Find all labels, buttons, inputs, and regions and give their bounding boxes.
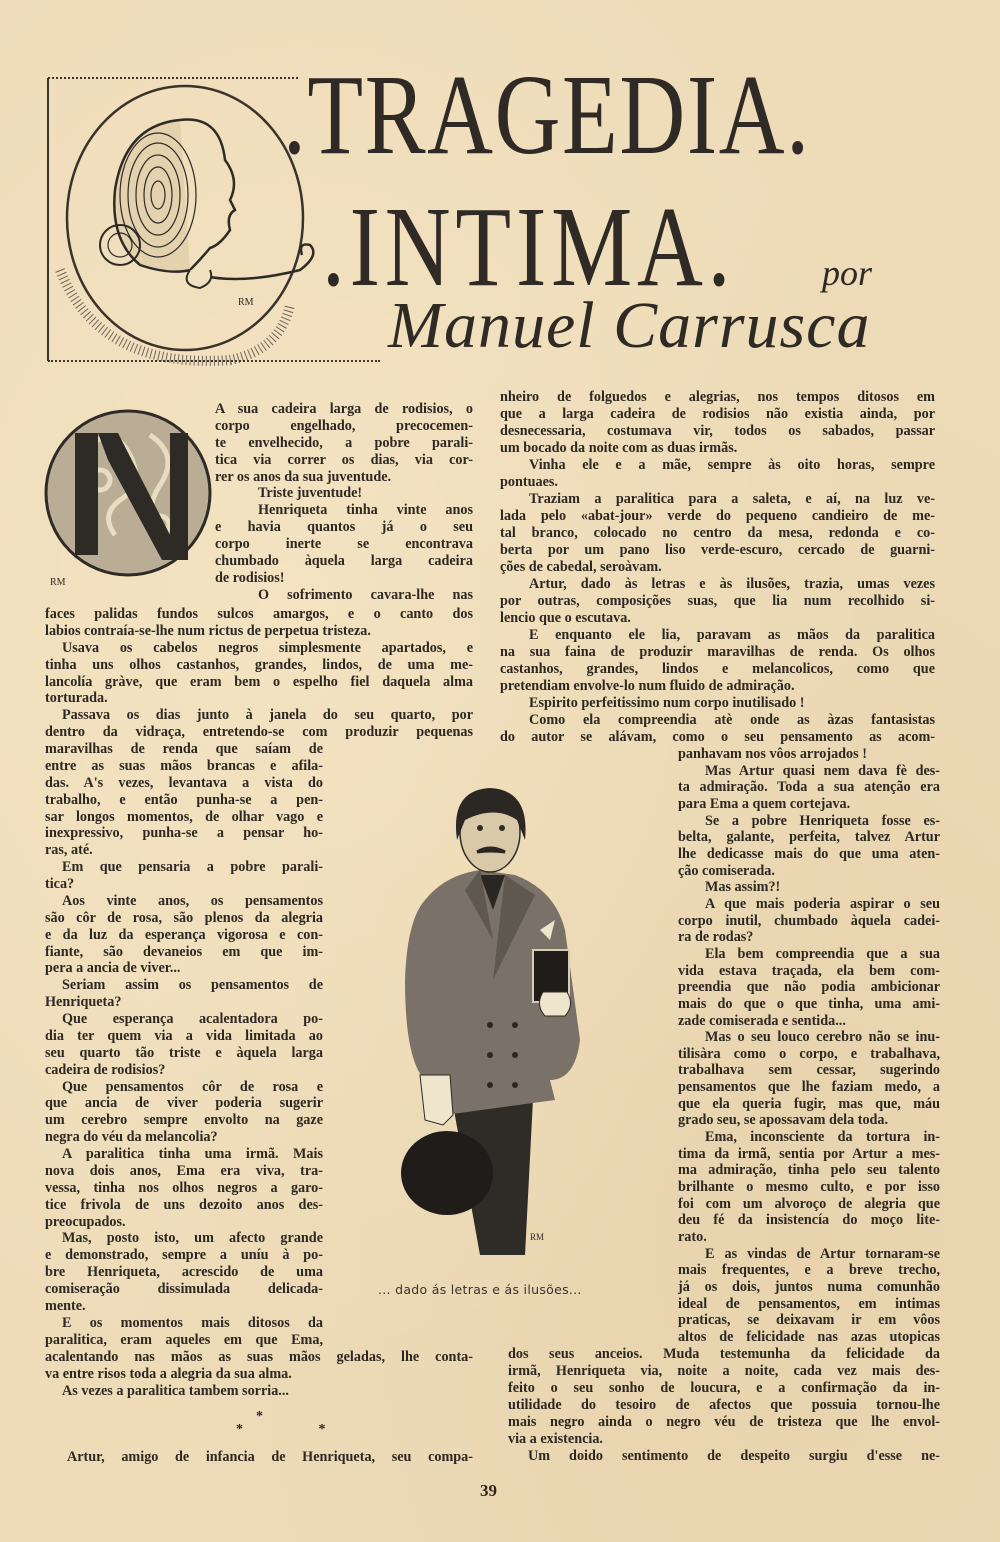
text-line: comiseração dissimulada delicada- — [45, 1281, 323, 1297]
text-line: Que esperança acalentadora po- — [62, 1011, 323, 1027]
paragraph — [508, 1346, 940, 1448]
text-line: foi com um alvoroço de alegria que — [678, 1195, 940, 1212]
text-line: lancolía gràve, que eram bem o espelho fiel daquela alma — [45, 673, 473, 690]
text-line: lencio que o escutava. — [500, 610, 631, 626]
text-line: e havia quantos já o seu — [215, 519, 473, 536]
text-line: Ema, inconsciente da tortura in- — [705, 1129, 940, 1146]
text-line: praticas, se deixavam ir em vôos — [678, 1312, 940, 1329]
text-line: acalentando nas mãos as suas mãos geladas, lhe conta- — [45, 1349, 473, 1365]
text-line: mente. — [45, 1297, 86, 1314]
text-line: desnecessaria, costumava vir, todos os sabados, passar — [500, 423, 935, 439]
text-line: e da luz da esperança vigorosa e con- — [45, 926, 323, 943]
paragraph — [215, 502, 473, 586]
text-line: pontuaes. — [500, 474, 558, 490]
text-line: Em que pensaria a pobre parali- — [62, 859, 323, 876]
paragraph — [45, 1079, 323, 1147]
text-line: um bocado da noite com as duas irmãs. — [500, 440, 738, 456]
text-line: do autor se alávam, como o seu pensamento as acom- — [500, 729, 935, 745]
text-line: cadeira de rodisios? — [45, 1061, 166, 1078]
text-line: Um doido sentimento de despeito surgiu d'esse ne- — [528, 1448, 940, 1464]
byline-por: por — [822, 253, 873, 293]
text-line: A sua cadeira larga de rodisios, o — [215, 401, 473, 417]
text-line: A paralitica tinha uma irmã. Mais — [62, 1146, 323, 1162]
paragraph — [45, 1230, 323, 1314]
text-line: altos de felicidade nas azas utopicas — [678, 1328, 940, 1345]
article-text-left-full — [45, 606, 473, 741]
text-line: fiante, são devaneios em que im- — [45, 943, 323, 960]
text-line: pensamentos que lhe faziam medo, a — [678, 1079, 940, 1096]
text-line: Mas, posto isto, um afecto grande — [62, 1230, 323, 1247]
text-line: Mas assim?! — [705, 879, 781, 896]
text-line: O sofrimento cavara-lhe nas — [258, 586, 473, 603]
text-line: ideal de pensamentos, em intimas — [678, 1295, 940, 1312]
text-line: Mas o seu louco cerebro não se inu- — [705, 1029, 940, 1046]
text-line: belta, galante, perfeita, talvez Artur — [678, 829, 940, 846]
title-tragedia: .TRAGEDIA. — [283, 51, 811, 178]
article-text-left-last — [45, 1449, 473, 1466]
text-line: te envelhecido, a pobre parali- — [215, 434, 473, 451]
text-line: paralitica, eram aqueles em que Ema, — [45, 1331, 323, 1348]
text-line: E as vindas de Artur tornaram-se — [705, 1245, 940, 1262]
text-line: Seriam assim os pensamentos de — [62, 977, 323, 994]
text-line: Mas Artur quasi nem dava fè des- — [705, 762, 940, 779]
paragraph — [678, 763, 940, 813]
text-line: dentro da vidraça, entretendo-se com produzir pequenas — [45, 724, 473, 741]
text-line: faces palidas fundos sulcos amargos, e o canto dos — [45, 606, 473, 622]
illustrator-monogram: RM — [238, 297, 254, 308]
text-line: corpo inerte se encontrava — [215, 536, 473, 553]
text-line: das. A's vezes, levantava a vista do — [45, 774, 323, 791]
text-line: tica? — [45, 876, 75, 892]
paragraph — [500, 627, 935, 695]
text-line: ras, até. — [45, 842, 93, 859]
paragraph — [678, 946, 940, 1029]
text-line: ção comiserada. — [678, 862, 775, 879]
text-line: lhe dedicasse mais do que uma aten- — [678, 845, 940, 862]
paragraph — [678, 1029, 940, 1129]
illustration-signature: RM — [530, 1232, 545, 1242]
text-line: Como ela compreendia atè onde as àzas fantasistas — [529, 712, 935, 728]
text-line: Triste juventude! — [258, 485, 363, 502]
text-line: e demonstrado, sempre a uníu à po- — [45, 1247, 323, 1264]
text-line: E enquanto ele lia, paravam as mãos da paralitica — [529, 627, 935, 643]
text-line: grado seu, se apossavam dela toda. — [678, 1112, 889, 1129]
paragraph — [678, 1246, 940, 1346]
text-line: Henriqueta? — [45, 994, 122, 1011]
text-line: labios contraía-se-lhe num rictus de perpetua tristeza. — [45, 622, 371, 639]
text-line: ta admiração. Toda a sua atenção era — [678, 779, 940, 796]
paragraph — [45, 893, 323, 977]
text-line: tilisàra como o corpo, e trabalhava, — [678, 1045, 940, 1062]
paragraph — [678, 746, 940, 763]
text-line: Se a pobre Henriqueta fosse es- — [705, 812, 940, 829]
paragraph — [215, 485, 473, 502]
text-line: Usava os cabelos negros simplesmente apartados, e — [62, 639, 473, 656]
paragraph — [500, 712, 935, 746]
text-line: tinha uns olhos castanhos, grandes, lindos, de uma me- — [45, 656, 473, 673]
text-line: irmã, Henriqueta via, noite a noite, cada vez mais des- — [508, 1363, 940, 1379]
text-line: Que pensamentos côr de rosa e — [62, 1078, 323, 1095]
text-line: na sua faina de produzir maravilhas de renda. Os olhos — [500, 644, 935, 660]
text-line: que ancia de viver poderia sugerir — [45, 1095, 323, 1112]
text-line: nheiro de folguedos e alegrias, nos tempos ditosos em — [500, 389, 935, 405]
text-line: nova dois anos, Ema era viva, tra- — [45, 1162, 323, 1179]
section-separator-bottom: * * — [236, 1422, 362, 1437]
text-line: deu fé da insistencía do moço lite- — [678, 1212, 940, 1229]
paragraph — [45, 1449, 473, 1466]
text-line: dia ter quem via a vida limitada ao — [45, 1027, 323, 1044]
article-text-right-full — [500, 389, 935, 746]
text-line: mais frequentes, e a breve trecho, — [678, 1262, 940, 1279]
article-text-left-bottom — [45, 1349, 473, 1400]
paragraph — [45, 741, 323, 859]
paragraph — [678, 896, 940, 946]
paragraph — [678, 1129, 940, 1246]
text-line: já os dois, juntos numa comunhão — [678, 1279, 940, 1295]
paragraph — [45, 640, 473, 708]
text-line: berta por um pano liso verde-escuro, cercado de guarni- — [500, 542, 935, 558]
paragraph — [500, 457, 935, 491]
text-line: trabalho, e então punha-se a pen- — [45, 791, 323, 808]
paragraph — [45, 1011, 323, 1079]
text-line: Artur, amigo de infancia de Henriqueta, seu compa- — [67, 1449, 473, 1465]
paragraph — [45, 859, 323, 893]
text-line: tica via correr os dias, via cor- — [215, 451, 473, 468]
paragraph — [678, 879, 940, 896]
text-line: zade comiserada e sentida... — [678, 1012, 846, 1029]
text-line: E os momentos mais ditosos da — [62, 1314, 323, 1331]
text-line: panhavam nos vôos arrojados ! — [678, 746, 867, 762]
text-line: corpo inutil, chumbado àquela cadei- — [678, 912, 940, 929]
text-line: pretendiam envolve-lo num fluido de admiração. — [500, 678, 795, 694]
text-line: Ela bem compreendia que a sua — [705, 945, 940, 962]
text-line: são côr de rosa, são plenos da alegria — [45, 909, 323, 926]
text-line: va entre risos toda a alegria da sua alma. — [45, 1365, 292, 1382]
text-line: Traziam a paralitica para a saleta, e aí, na luz ve- — [529, 491, 935, 507]
text-line: negra do véu da melancolia? — [45, 1129, 218, 1146]
paragraph — [508, 1448, 940, 1465]
text-line: de rodisios! — [215, 569, 285, 586]
text-line: Aos vinte anos, os pensamentos — [62, 892, 323, 909]
text-line: As vezes a paralitica tambem sorria... — [62, 1382, 289, 1399]
paragraph — [215, 401, 473, 485]
text-line: vessa, tinha nos olhos negros a garo- — [45, 1179, 323, 1196]
man-with-book-illustration — [385, 780, 590, 1265]
text-line: pera a ancia de viver... — [45, 960, 181, 977]
paragraph — [45, 977, 323, 1011]
text-line: feito o seu sonho de loucura, e a confirmação da in- — [508, 1380, 940, 1396]
drop-cap-n — [40, 405, 218, 590]
paragraph — [500, 695, 935, 712]
drop-cap-monogram: RM — [50, 577, 66, 588]
paragraph — [500, 576, 935, 627]
text-line: dos seus anceios. Muda testemunha da felicidade da — [508, 1346, 940, 1362]
paragraph — [45, 1349, 473, 1383]
paragraph — [45, 1146, 323, 1230]
paragraph — [45, 1315, 323, 1349]
article-text-left-top — [215, 401, 473, 604]
text-line: um cerebro sempre envolto na gaze — [45, 1112, 323, 1129]
text-line: ra de rodas? — [678, 929, 754, 946]
text-line: preendia que não podia ambicionar — [678, 979, 940, 996]
article-text-right-bottom — [508, 1346, 940, 1465]
page-number: 39 — [480, 1481, 497, 1500]
text-line: tima da irmã, sentia por Artur a mes- — [678, 1145, 940, 1162]
text-line: chumbado àquela larga cadeira — [215, 553, 473, 570]
text-line: por outras, composições suas, que lia num recolhido si- — [500, 593, 935, 609]
text-line: Artur, dado às letras e às ilusões, trazia, umas vezes — [529, 576, 935, 592]
text-line: via a existencia. — [508, 1431, 603, 1447]
text-line: castanhos, grandes, lindos e melancolicos, como que — [500, 661, 935, 677]
text-line: tal branco, colocado no centro da mesa, redonda e co- — [500, 525, 935, 541]
text-line: A que mais poderia aspirar o seu — [705, 895, 940, 912]
text-line: entre as suas mãos brancas e afila- — [45, 757, 323, 774]
text-line: corpo engelhado, precocemen- — [215, 417, 473, 434]
text-line: torturada. — [45, 690, 108, 707]
text-line: para Ema a quem cortejava. — [678, 795, 851, 812]
text-line: bre Henriqueta, acrescido de uma — [45, 1264, 323, 1281]
paragraph — [45, 1383, 473, 1400]
illustration-caption: ... dado ás letras e ás ilusões... — [378, 1282, 582, 1297]
text-line: Vinha ele e a mãe, sempre às oito horas, sempre — [529, 457, 935, 473]
text-line: ções de cabedal, seroàvam. — [500, 559, 662, 575]
paragraph — [500, 491, 935, 576]
text-line: mais do que o que tinha, uma ami- — [678, 995, 940, 1012]
section-separator-top: * — [256, 1409, 263, 1424]
text-line: que a larga cadeira de rodisios não existia ainda, por — [500, 406, 935, 422]
text-line: Passava os dias junto à janela do seu quarto, por — [62, 707, 473, 724]
text-line: trabalhava sem cessar, sugerindo — [678, 1062, 940, 1079]
text-line: Espirito perfeitissimo num corpo inutilisado ! — [529, 695, 805, 711]
author-name: Manuel Carrusca — [388, 289, 871, 362]
text-line: preocupados. — [45, 1213, 126, 1230]
paragraph — [215, 587, 473, 604]
article-text-right-narrow — [678, 746, 940, 1346]
text-line: tice frivola de uns dezoito anos des- — [45, 1196, 323, 1213]
text-line: rato. — [678, 1229, 707, 1246]
text-line: que ela queria fugir, mas que, máu — [678, 1095, 940, 1112]
text-line: utilidade do tesoiro de afectos que possuia tornou-lhe — [508, 1397, 940, 1413]
text-line: maravilhas de renda que saíam de — [45, 741, 323, 757]
text-line: sar longos momentos, de olhar vago e — [45, 808, 323, 825]
text-line: brilhante o mesmo culto, e por isso — [678, 1179, 940, 1196]
paragraph — [45, 707, 473, 741]
text-line: mais negro ainda o negro véu de tristeza que lhe envol- — [508, 1414, 940, 1430]
text-line: rer os anos da sua juventude. — [215, 468, 392, 485]
article-text-left-narrow — [45, 741, 323, 1349]
paragraph — [45, 606, 473, 640]
text-line: Henriqueta tinha vinte anos — [258, 502, 473, 519]
text-line: seu quarto tão triste e àquela larga — [45, 1044, 323, 1061]
paragraph — [678, 813, 940, 880]
text-line: vida estava traçada, ela bem com- — [678, 962, 940, 979]
paragraph — [500, 389, 935, 457]
text-line: inexpressivo, punha-se a pensar ho- — [45, 825, 323, 842]
text-line: ma admiração, tinha pelo seu talento — [678, 1162, 940, 1179]
text-line: lada pelo «abat-jour» verde do pequeno candieiro de me- — [500, 508, 935, 524]
title-intima: .INTIMA. — [322, 183, 736, 310]
